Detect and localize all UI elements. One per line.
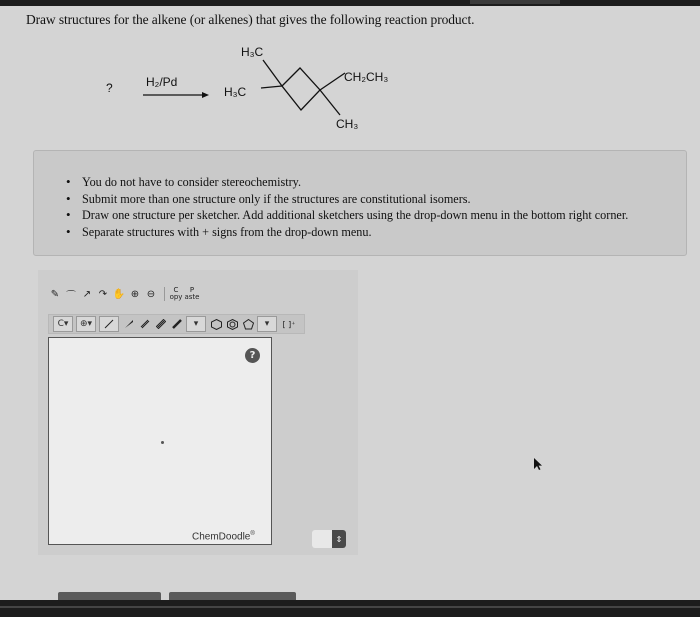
- substituent-bottom: CH₃: [336, 117, 359, 131]
- canvas-dot: [161, 441, 164, 444]
- zoom-in-icon[interactable]: ⊕: [130, 288, 140, 300]
- benzene-icon[interactable]: [225, 316, 239, 332]
- chevron-down-icon: ▾: [193, 319, 199, 329]
- arrow-icon[interactable]: ↗: [82, 288, 92, 300]
- element-label: C: [57, 319, 64, 329]
- bottom-button-left[interactable]: [58, 592, 161, 600]
- bottom-bar-line: [0, 606, 700, 608]
- substituent-left: H₃C: [224, 85, 247, 99]
- substituent-top: H₃C: [241, 45, 264, 59]
- single-bond-icon: [104, 319, 114, 329]
- single-bond-button[interactable]: [99, 316, 119, 332]
- bond-select[interactable]: [186, 316, 206, 332]
- instruction-item: • Submit more than one structure only if the structures are constitutional isomers.: [66, 191, 628, 208]
- paste-label: P: [189, 286, 195, 294]
- copy-button[interactable]: [169, 286, 183, 302]
- question-prompt: Draw structures for the alkene (or alkenes) that gives the following reaction product.: [26, 12, 475, 27]
- curved-arrow-icon[interactable]: ↷: [98, 288, 108, 300]
- hand-icon[interactable]: ✋: [112, 288, 126, 300]
- bottom-button-right[interactable]: [169, 592, 296, 600]
- substituent-right: CH₂CH₃: [344, 70, 389, 84]
- brand-label: ChemDoodle: [192, 531, 251, 543]
- updown-chevron-icon: ⇕: [332, 530, 346, 548]
- instructions-list: [66, 174, 628, 240]
- bracket-button[interactable]: [ ]⁺: [282, 319, 296, 329]
- reactant-unknown: ?: [106, 81, 113, 95]
- charge-label: ⊕: [79, 319, 88, 329]
- copy-sub-label: opy: [169, 293, 183, 301]
- zoom-out-icon[interactable]: ⊖: [146, 288, 156, 300]
- toolbar-top: [48, 283, 201, 305]
- copy-label: C: [173, 286, 179, 294]
- bold-bond-icon[interactable]: [170, 316, 184, 332]
- lasso-icon[interactable]: ⌒: [66, 290, 76, 302]
- charge-select[interactable]: [76, 316, 96, 332]
- instructions-box: [33, 150, 687, 256]
- toolbar-bottom: [48, 314, 305, 334]
- cyclopentane-icon[interactable]: [241, 316, 255, 332]
- help-icon[interactable]: ?: [245, 348, 260, 363]
- chevron-down-icon: ▾: [264, 319, 270, 329]
- instruction-item: • You do not have to consider stereochemistry.: [66, 174, 628, 191]
- bottom-bar: [0, 600, 700, 617]
- brand-mark: ®: [250, 531, 255, 537]
- reaction-arrowhead: [202, 92, 209, 98]
- drawing-canvas[interactable]: [48, 337, 272, 545]
- reagent-label: H₂/Pd: [146, 75, 178, 89]
- wedge-bond-icon[interactable]: [122, 316, 136, 332]
- cyclobutane-ring: [261, 60, 345, 115]
- ring-select[interactable]: [257, 316, 277, 332]
- paste-button[interactable]: [185, 286, 199, 302]
- chevron-down-icon: ▾: [63, 319, 69, 329]
- eraser-icon[interactable]: ✎: [50, 288, 60, 300]
- reaction-scheme: [0, 0, 700, 150]
- add-sketcher-dropdown[interactable]: [312, 530, 346, 548]
- chevron-down-icon: ▾: [87, 319, 93, 329]
- mouse-cursor-icon: [533, 457, 543, 471]
- paste-sub-label: aste: [184, 293, 200, 301]
- element-select[interactable]: [53, 316, 73, 332]
- double-bond-icon[interactable]: [138, 316, 152, 332]
- triple-bond-icon[interactable]: [154, 316, 168, 332]
- instruction-item: • Draw one structure per sketcher. Add additional sketchers using the drop-down menu in the bottom right corner.: [66, 207, 628, 224]
- cyclohexane-icon[interactable]: [209, 316, 223, 332]
- instruction-item: • Separate structures with + signs from the drop-down menu.: [66, 224, 628, 241]
- toolbar-divider: [164, 287, 165, 301]
- chemdoodle-brand: [192, 531, 255, 542]
